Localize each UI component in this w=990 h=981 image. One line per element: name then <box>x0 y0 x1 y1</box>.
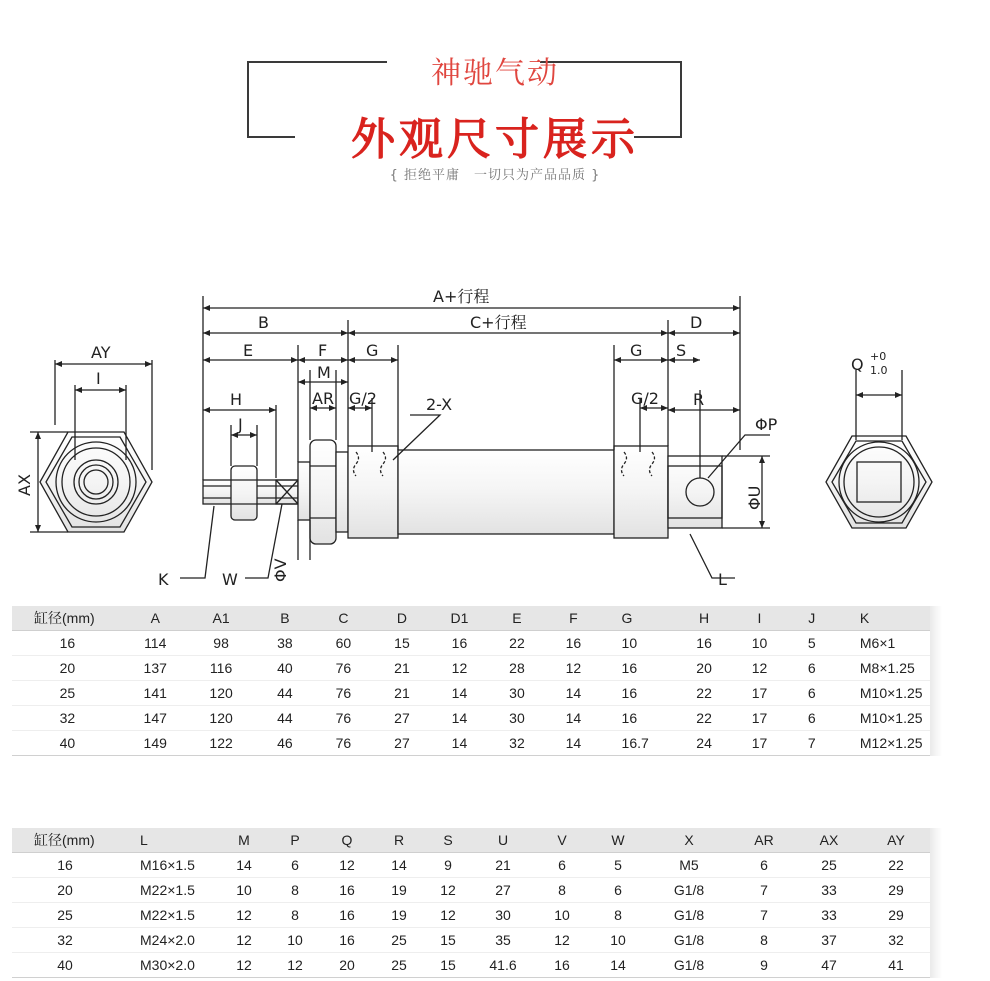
table-cell: 141 <box>123 681 188 706</box>
page-title: 外观尺寸展示 <box>351 114 639 165</box>
table-cell: M24×2.0 <box>118 928 218 953</box>
table-cell: 8 <box>534 878 590 903</box>
table-cell: 41 <box>862 953 930 978</box>
dim-q-tol-down: 1.0 <box>870 364 888 377</box>
table-cell: 12 <box>534 928 590 953</box>
table-cell: 16 <box>320 878 374 903</box>
dim-h: H <box>230 390 243 409</box>
table-cell: 16.7 <box>600 731 675 756</box>
dim-e: E <box>243 341 254 360</box>
table-cell: 27 <box>472 878 534 903</box>
dim-c-stroke: C+行程 <box>470 313 527 332</box>
table-cell: 30 <box>472 903 534 928</box>
table-cell: 6 <box>786 706 838 731</box>
table-cell: 25 <box>796 853 862 878</box>
table-cell: 12 <box>432 656 486 681</box>
table-cell: M6×1 <box>838 631 930 656</box>
table-cell: 32 <box>862 928 930 953</box>
table-cell: 22 <box>675 681 734 706</box>
dim-a-stroke: A+行程 <box>433 287 490 306</box>
dim-i: I <box>96 369 101 388</box>
table-cell: 24 <box>675 731 734 756</box>
table-cell: 60 <box>315 631 371 656</box>
table-cell: 14 <box>432 706 486 731</box>
left-end-view <box>40 432 152 532</box>
table-cell: 137 <box>123 656 188 681</box>
table-cell: 33 <box>796 903 862 928</box>
table-cell: M16×1.5 <box>118 853 218 878</box>
table-cell: 98 <box>188 631 255 656</box>
dim-l: L <box>718 570 727 589</box>
table-cell: 12 <box>547 656 599 681</box>
table-cell: M10×1.25 <box>838 681 930 706</box>
table-cell: 9 <box>732 953 796 978</box>
table-header-row <box>12 606 930 631</box>
table-cell: 25 <box>12 681 123 706</box>
table-cell: 33 <box>796 878 862 903</box>
dim-ar: AR <box>312 389 335 408</box>
col-header: I <box>733 606 785 631</box>
table-fade <box>930 606 942 756</box>
table-cell: 17 <box>733 681 785 706</box>
table-cell: 17 <box>733 706 785 731</box>
table-cell: 25 <box>374 928 424 953</box>
table-cell: 7 <box>732 878 796 903</box>
dim-g-right: G <box>630 341 643 360</box>
table-cell: 15 <box>424 953 472 978</box>
table-cell: M30×2.0 <box>118 953 218 978</box>
table-cell: 14 <box>432 681 486 706</box>
table-cell: 21 <box>372 681 433 706</box>
spec-table-1 <box>12 606 930 756</box>
table-cell: 20 <box>320 953 374 978</box>
dim-b: B <box>258 313 269 332</box>
table-cell: 37 <box>796 928 862 953</box>
table-row <box>12 656 930 681</box>
table-cell: 22 <box>675 706 734 731</box>
table-cell: 27 <box>372 706 433 731</box>
col-header: Q <box>320 828 374 853</box>
table-cell: 14 <box>547 681 599 706</box>
table-cell: 76 <box>315 681 371 706</box>
table-cell: 41.6 <box>472 953 534 978</box>
table-cell: M12×1.25 <box>838 731 930 756</box>
table-cell: 22 <box>862 853 930 878</box>
table-cell: 16 <box>320 928 374 953</box>
table-cell: 12 <box>218 903 270 928</box>
dim-r: R <box>693 390 705 409</box>
table-cell: 21 <box>372 656 433 681</box>
col-header: H <box>675 606 734 631</box>
table-cell: 116 <box>188 656 255 681</box>
col-header: D <box>372 606 433 631</box>
brand-name: 神驰气动 <box>431 56 559 91</box>
table-fade <box>930 828 942 978</box>
col-header: 缸径(mm) <box>12 828 118 853</box>
table-cell: 10 <box>590 928 646 953</box>
dim-d: D <box>690 313 703 332</box>
col-header: A1 <box>188 606 255 631</box>
page-header <box>0 0 990 200</box>
table-cell: 12 <box>733 656 785 681</box>
table-cell: 12 <box>320 853 374 878</box>
table-cell: 120 <box>188 681 255 706</box>
col-header: F <box>547 606 599 631</box>
dim-ax: AX <box>15 474 34 496</box>
table-cell: G1/8 <box>646 928 732 953</box>
table-cell: 15 <box>424 928 472 953</box>
col-header: K <box>838 606 930 631</box>
dim-ay: AY <box>91 343 111 362</box>
dim-g-half-right: G/2 <box>631 389 659 408</box>
table-cell: 30 <box>487 681 548 706</box>
table-cell: 30 <box>487 706 548 731</box>
table-header-row <box>12 828 930 853</box>
col-header: V <box>534 828 590 853</box>
table-row <box>12 928 930 953</box>
table-cell: 38 <box>255 631 316 656</box>
dim-f: F <box>318 341 328 360</box>
table-cell: 6 <box>270 853 320 878</box>
table-cell: 12 <box>424 878 472 903</box>
dim-m: M <box>317 363 331 382</box>
table-cell: G1/8 <box>646 878 732 903</box>
table-cell: M22×1.5 <box>118 878 218 903</box>
table-cell: 16 <box>600 706 675 731</box>
dim-phi-p: ΦP <box>755 415 778 434</box>
table-cell: 12 <box>218 953 270 978</box>
table-cell: 14 <box>432 731 486 756</box>
table-cell: 10 <box>600 631 675 656</box>
table-cell: 6 <box>732 853 796 878</box>
table-cell: 46 <box>255 731 316 756</box>
table-cell: 5 <box>590 853 646 878</box>
table-cell: G1/8 <box>646 953 732 978</box>
dim-q: Q <box>851 355 864 374</box>
table-cell: 22 <box>487 631 548 656</box>
table-cell: 47 <box>796 953 862 978</box>
table-cell: 19 <box>374 903 424 928</box>
dim-g-left: G <box>366 341 379 360</box>
dim-phi-u: ΦU <box>745 485 764 510</box>
table-row <box>12 631 930 656</box>
table-cell: 120 <box>188 706 255 731</box>
table-row <box>12 903 930 928</box>
dim-g-half-left: G/2 <box>349 389 377 408</box>
table-cell: 14 <box>547 706 599 731</box>
col-header: W <box>590 828 646 853</box>
col-header: P <box>270 828 320 853</box>
col-header: C <box>315 606 371 631</box>
table-cell: 19 <box>374 878 424 903</box>
col-header: J <box>786 606 838 631</box>
table-cell: 16 <box>12 631 123 656</box>
table-cell: 6 <box>590 878 646 903</box>
table-cell: 76 <box>315 731 371 756</box>
table-cell: 9 <box>424 853 472 878</box>
table-cell: 20 <box>12 878 118 903</box>
table-cell: 16 <box>432 631 486 656</box>
dim-s: S <box>676 341 687 360</box>
table-cell: 149 <box>123 731 188 756</box>
col-header: E <box>487 606 548 631</box>
table-cell: 14 <box>218 853 270 878</box>
table-cell: M22×1.5 <box>118 903 218 928</box>
table-cell: 28 <box>487 656 548 681</box>
table-cell: 12 <box>218 928 270 953</box>
table-row <box>12 681 930 706</box>
table-cell: 14 <box>590 953 646 978</box>
table-row <box>12 853 930 878</box>
col-header: AY <box>862 828 930 853</box>
table-cell: 15 <box>372 631 433 656</box>
table-cell: 25 <box>12 903 118 928</box>
dim-w: W <box>222 570 238 589</box>
table-cell: 25 <box>374 953 424 978</box>
col-header: S <box>424 828 472 853</box>
slogan: { 拒绝平庸 一切只为产品品质 } <box>389 168 601 183</box>
table-cell: 32 <box>487 731 548 756</box>
dim-2x: 2-X <box>426 395 453 414</box>
table-cell: 10 <box>534 903 590 928</box>
table-cell: 27 <box>372 731 433 756</box>
table-cell: 44 <box>255 681 316 706</box>
table-cell: 76 <box>315 706 371 731</box>
table-row <box>12 953 930 978</box>
table-cell: G1/8 <box>646 903 732 928</box>
table-cell: 14 <box>547 731 599 756</box>
table-cell: 16 <box>534 953 590 978</box>
table-cell: 10 <box>733 631 785 656</box>
table-cell: 6 <box>534 853 590 878</box>
col-header: D1 <box>432 606 486 631</box>
table-cell: 6 <box>786 681 838 706</box>
table-cell: 6 <box>786 656 838 681</box>
table-cell: 16 <box>675 631 734 656</box>
table-cell: 17 <box>733 731 785 756</box>
table-cell: 12 <box>424 903 472 928</box>
table-cell: 8 <box>732 928 796 953</box>
table-cell: 7 <box>786 731 838 756</box>
table-cell: 16 <box>12 853 118 878</box>
table-row <box>12 878 930 903</box>
col-header: U <box>472 828 534 853</box>
table-cell: 40 <box>255 656 316 681</box>
table-cell: 7 <box>732 903 796 928</box>
table-cell: 8 <box>270 903 320 928</box>
table-cell: 12 <box>270 953 320 978</box>
table-cell: 76 <box>315 656 371 681</box>
table-cell: M10×1.25 <box>838 706 930 731</box>
table-cell: 14 <box>374 853 424 878</box>
table-row <box>12 731 930 756</box>
table-cell: 10 <box>218 878 270 903</box>
col-header: M <box>218 828 270 853</box>
dimension-drawing <box>0 270 990 600</box>
col-header: B <box>255 606 316 631</box>
table-cell: 147 <box>123 706 188 731</box>
table-cell: 8 <box>590 903 646 928</box>
table-cell: 16 <box>600 681 675 706</box>
col-header: 缸径(mm) <box>12 606 123 631</box>
col-header: X <box>646 828 732 853</box>
table-cell: 8 <box>270 878 320 903</box>
table-row <box>12 706 930 731</box>
dim-k: K <box>158 570 169 589</box>
table-cell: 21 <box>472 853 534 878</box>
table-cell: 40 <box>12 953 118 978</box>
table-cell: 5 <box>786 631 838 656</box>
dim-phi-v: ΦV <box>271 558 290 582</box>
table-cell: M5 <box>646 853 732 878</box>
col-header: AR <box>732 828 796 853</box>
col-header: A <box>123 606 188 631</box>
table-cell: 114 <box>123 631 188 656</box>
col-header: R <box>374 828 424 853</box>
col-header: G <box>600 606 675 631</box>
table-cell: M8×1.25 <box>838 656 930 681</box>
dim-j: J <box>238 415 243 434</box>
table-cell: 122 <box>188 731 255 756</box>
table-cell: 16 <box>320 903 374 928</box>
table-cell: 44 <box>255 706 316 731</box>
dim-q-tol-up: +0 <box>870 350 887 363</box>
col-header: L <box>118 828 218 853</box>
table-cell: 32 <box>12 706 123 731</box>
table-cell: 32 <box>12 928 118 953</box>
cylinder-side-view <box>203 440 722 544</box>
table-cell: 16 <box>600 656 675 681</box>
table-cell: 29 <box>862 878 930 903</box>
col-header: AX <box>796 828 862 853</box>
table-cell: 29 <box>862 903 930 928</box>
table-cell: 16 <box>547 631 599 656</box>
table-cell: 20 <box>675 656 734 681</box>
table-cell: 35 <box>472 928 534 953</box>
right-end-view <box>826 436 932 528</box>
spec-table-2 <box>12 828 930 978</box>
table-cell: 20 <box>12 656 123 681</box>
table-cell: 10 <box>270 928 320 953</box>
table-cell: 40 <box>12 731 123 756</box>
